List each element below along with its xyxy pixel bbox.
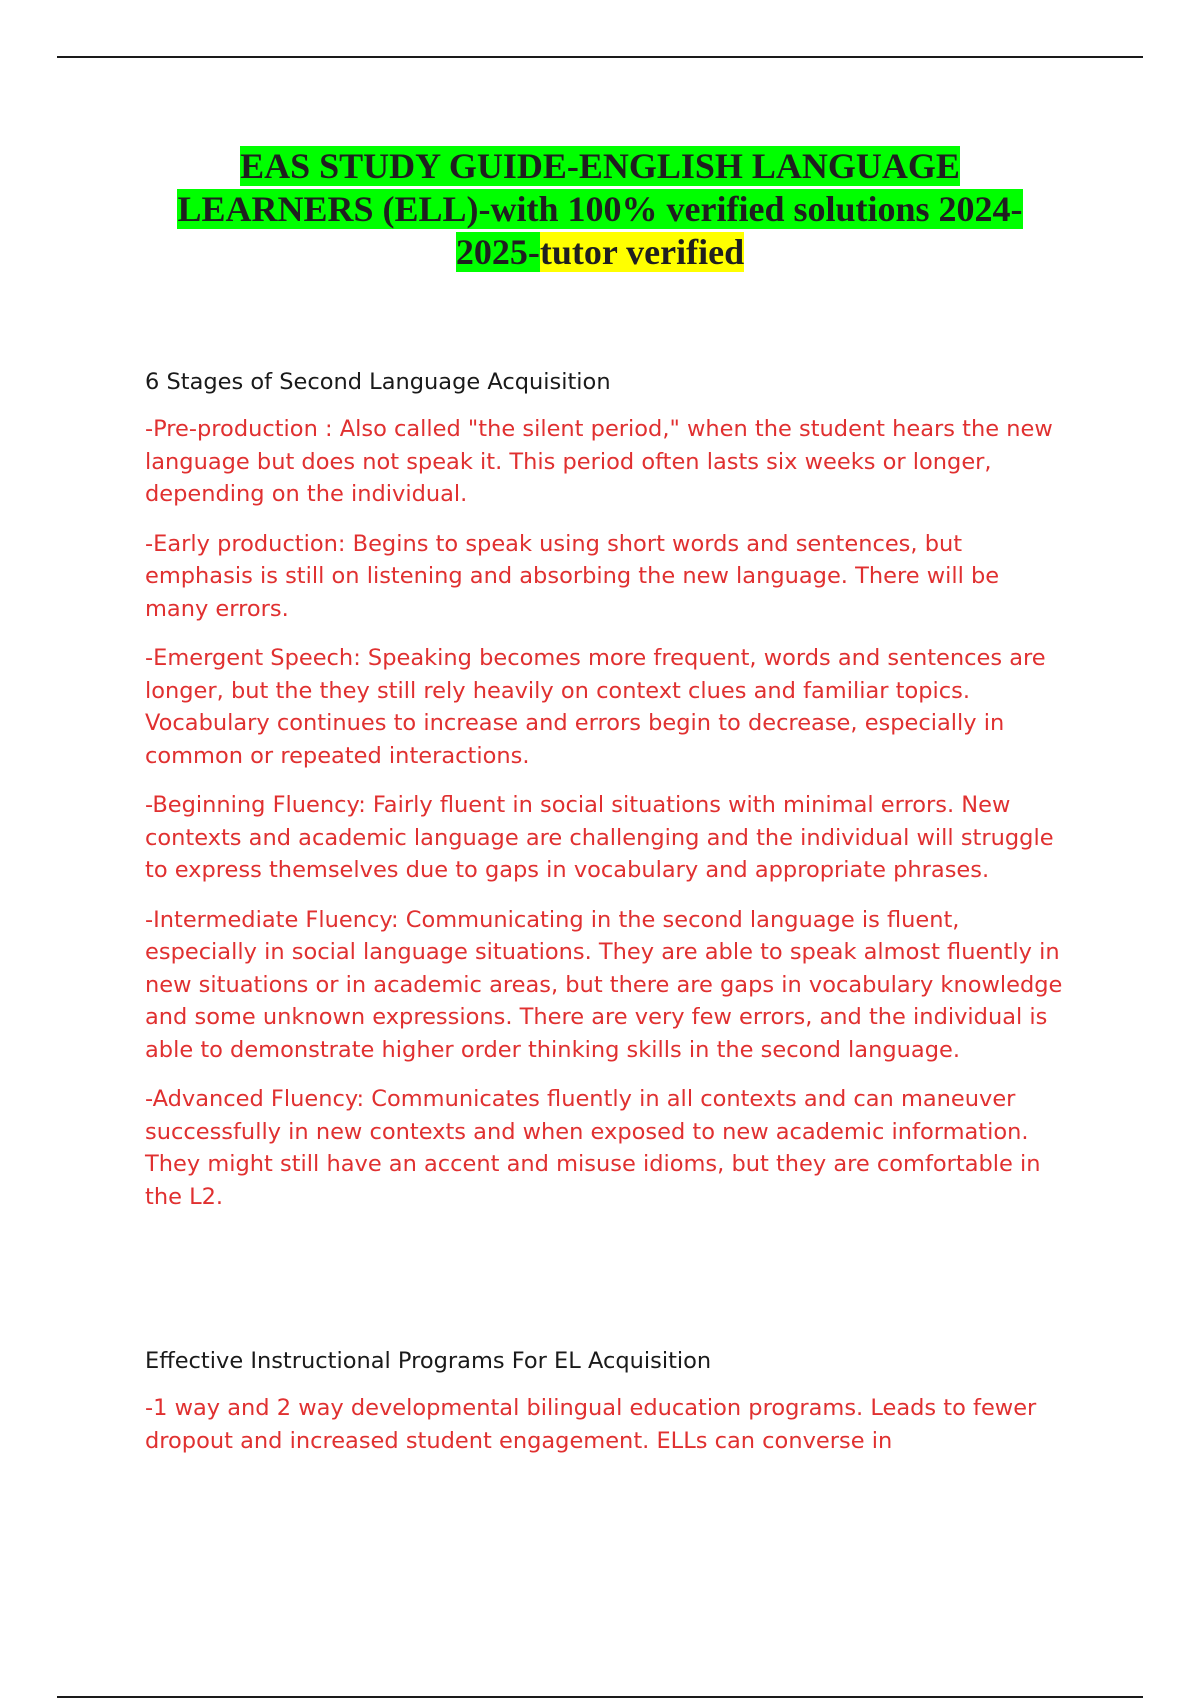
answer-paragraph: -Intermediate Fluency: Communicating in the second language is fluent, especially in social language situations. They are able to speak almost fluently in new situations or in academic areas, but there are gaps in vocabulary knowledge and some unknown expressions. There are very few errors, and the individual is able to demonstrate higher order thinking skills in the second language. <box>145 906 1063 1063</box>
document-title <box>100 145 1100 274</box>
bottom-rule <box>57 1696 1143 1698</box>
answer-paragraph: -1 way and 2 way developmental bilingual education programs. Leads to fewer dropout and increased student engagement. ELLs can converse in <box>145 1395 1037 1454</box>
answer-paragraph: -Beginning Fluency: Fairly fluent in social situations with minimal errors. New contexts and academic language are challenging and the individual will struggle to express themselves due to gaps in vocabulary and appropriate phrases. <box>145 792 1054 883</box>
answer-paragraph: -Early production: Begins to speak using short words and sentences, but emphasis is still on listening and absorbing the new language. There will be many errors. <box>145 530 1000 622</box>
answer-paragraph: -Emergent Speech: Speaking becomes more frequent, words and sentences are longer, but the they still rely heavily on context clues and familiar topics. Vocabulary continues to increase and errors begin to decrease, especially in common or repeated interactions. <box>145 645 1046 769</box>
top-rule <box>57 56 1143 58</box>
document-body <box>145 366 1065 1474</box>
title-line-3-green: 2025- <box>455 232 540 272</box>
answer-paragraph: -Advanced Fluency: Communicates fluently in all contexts and can maneuver successfully in new contexts and when exposed to new academic information. They might still have an accent and misuse idioms, but they are comfortable in the L2. <box>145 1086 1041 1210</box>
title-line-3-yellow: tutor verified <box>539 232 745 272</box>
title-line-2: LEARNERS (ELL)-with 100% verified solutions 2024- <box>177 189 1023 229</box>
section-spacer <box>145 1230 1065 1345</box>
answer-paragraph: -Pre-production : Also called "the silent period," when the student hears the new language but does not speak it. This period often lasts six weeks or longer, depending on the individual. <box>145 416 1053 507</box>
section-heading: 6 Stages of Second Language Acquisition <box>145 369 611 395</box>
title-line-1: EAS STUDY GUIDE-ENGLISH LANGUAGE <box>240 146 960 186</box>
section-heading: Effective Instructional Programs For EL Acquisition <box>145 1348 712 1374</box>
